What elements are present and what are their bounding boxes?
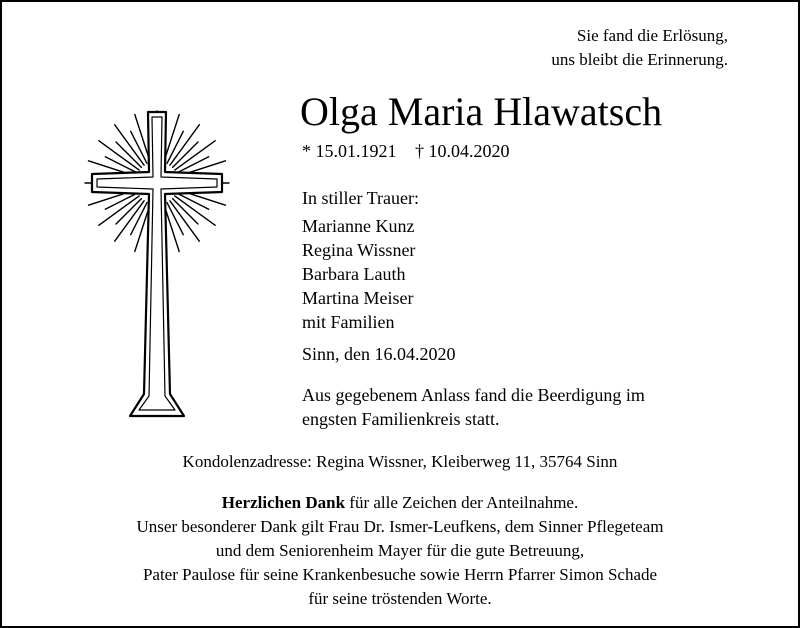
place-date: Sinn, den 16.04.2020	[302, 344, 456, 364]
thanks-rest: für alle Zeichen der Anteilnahme.	[345, 493, 579, 512]
mourners-intro: In stiller Trauer:	[302, 188, 419, 208]
thanks-bold: Herzlichen Dank	[221, 493, 346, 512]
birth-date: * 15.01.1921	[302, 141, 397, 161]
burial-line-2: engsten Familienkreis statt.	[302, 409, 500, 429]
deceased-name: Olga Maria Hlawatsch	[300, 89, 663, 134]
burial-line-1: Aus gegebenem Anlass fand die Beerdigung im	[302, 385, 645, 405]
life-dates	[302, 139, 510, 163]
thanks-line: und dem Seniorenheim Mayer für die gute Betreuung,	[215, 541, 585, 560]
thanks-line: Unser besonderer Dank gilt Frau Dr. Ismer-Leufkens, dem Sinner Pflegeteam	[136, 517, 664, 536]
thanks-line: für seine tröstenden Worte.	[308, 589, 492, 608]
mourners-block	[302, 186, 419, 334]
mourner-name: Barbara Lauth	[302, 264, 406, 284]
radiant-cross-icon	[72, 94, 242, 434]
death-date: † 10.04.2020	[415, 141, 510, 161]
thanks-line-1	[2, 491, 798, 515]
thanks-line: Pater Paulose für seine Krankenbesuche sowie Herrn Pfarrer Simon Schade	[142, 565, 658, 584]
burial-note	[302, 383, 645, 431]
motto-line-1: Sie fand die Erlösung,	[576, 26, 728, 45]
mourner-name: Regina Wissner	[302, 240, 416, 260]
mourner-name: Martina Meiser	[302, 288, 414, 308]
motto-line-2: uns bleibt die Erinnerung.	[551, 50, 728, 69]
mourner-name: Marianne Kunz	[302, 216, 415, 236]
condolence-address: Kondolenzadresse: Regina Wissner, Kleiberweg 11, 35764 Sinn	[182, 452, 618, 471]
motto	[551, 24, 728, 72]
thanks-block	[2, 491, 798, 611]
mourner-families: mit Familien	[302, 312, 395, 332]
